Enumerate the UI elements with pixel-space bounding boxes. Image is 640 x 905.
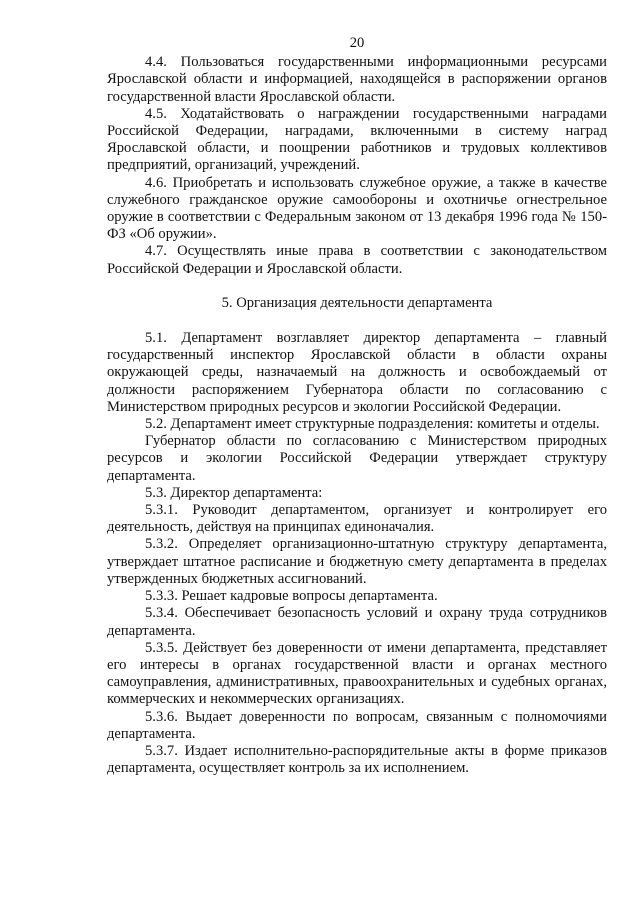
section-5-heading: 5. Организация деятельности департамента: [221, 294, 493, 311]
paragraph-5-2-governor: Губернатор области по согласованию с Министерством природных ресурсов и экологии Российской Федерации утверждает структуру департамента.: [107, 433, 607, 484]
paragraph-4-4: 4.4. Пользоваться государственными информационными ресурсами Ярославской области и информацией, находящейся в распоряжении органов государственной власти Ярославской области.: [107, 54, 607, 105]
paragraph-5-3-5: 5.3.5. Действует без доверенности от имени департамента, представляет его интересы в органах государственной власти и органах местного самоуправления, административных, правоохранительных и судебных органах, коммерческих и некоммерческих организациях.: [107, 639, 607, 708]
paragraph-4-5: 4.5. Ходатайствовать о награждении государственными наградами Российской Федерации, наградами, включенными в систему наград Ярославской области, и поощрении работников и трудовых коллективов предприятий, организаций, учреждений.: [107, 105, 607, 174]
paragraph-5-3: 5.3. Директор департамента:: [145, 484, 323, 501]
paragraph-4-7: 4.7. Осуществлять иные права в соответствии с законодательством Российской Федерации и Ярославской области.: [107, 243, 607, 277]
paragraph-5-3-4: 5.3.4. Обеспечивает безопасность условий и охрану труда сотрудников департамента.: [107, 605, 607, 639]
paragraph-5-3-3: 5.3.3. Решает кадровые вопросы департамента.: [145, 588, 438, 605]
paragraph-5-3-2: 5.3.2. Определяет организационно-штатную структуру департамента, утверждает штатное расписание и бюджетную смету департамента в пределах утвержденных бюджетных ассигнований.: [107, 536, 607, 587]
paragraph-5-3-1: 5.3.1. Руководит департаментом, организует и контролирует его деятельность, действуя на принципах единоначалия.: [107, 502, 607, 536]
paragraph-5-1: 5.1. Департамент возглавляет директор департамента – главный государственный инспектор Ярославской области в области охраны окружающей среды, назначаемый на должность и освобождаемый от должности распоряжением Губернатора области по согласованию с Министерством природных ресурсов и экологии Российской Федерации.: [107, 330, 607, 415]
paragraph-5-2: 5.2. Департамент имеет структурные подразделения: комитеты и отделы.: [145, 416, 600, 433]
paragraph-5-3-6: 5.3.6. Выдает доверенности по вопросам, связанным с полномочиями департамента.: [107, 708, 607, 742]
paragraph-5-3-7: 5.3.7. Издает исполнительно-распорядительные акты в форме приказов департамента, осуществляет контроль за их исполнением.: [107, 742, 607, 777]
page-number: 20: [349, 35, 365, 51]
paragraph-4-6: 4.6. Приобретать и использовать служебное оружие, а также в качестве служебного гражданское оружие самообороны и охотничье огнестрельное оружие в соответствии с Федеральным законом от 13 декабря 1996 года № 150-ФЗ «Об оружии».: [107, 174, 607, 243]
